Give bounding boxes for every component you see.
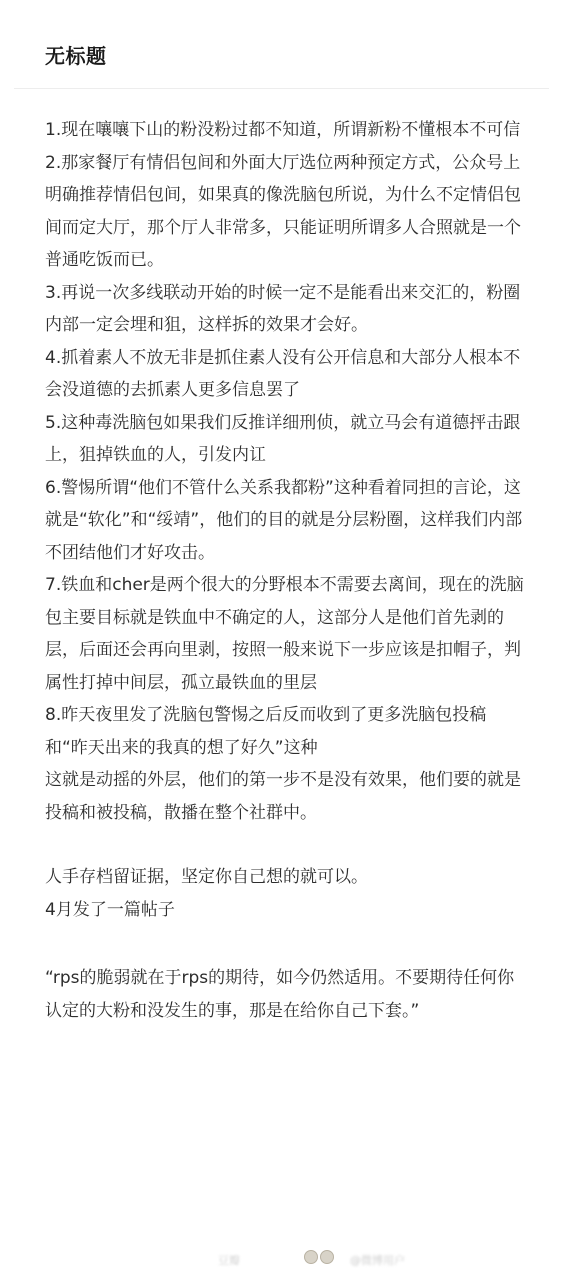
- closing-line-1: 人手存档留证据，坚定你自己想的就可以。: [45, 867, 368, 887]
- paragraph-7: 7.铁血和cher是两个很大的分野根本不需要去离间，现在的洗脑包主要目标就是铁血中不确定的人，这部分人是他们首先剥的层，后面还会再向里剥，按照一般来说下一步应该是扣帽子，判属性打掉中间层，孤立最铁血的里层: [45, 575, 524, 693]
- paragraph-1: 1.现在嚷嚷下山的粉没粉过都不知道，所谓新粉不懂根本不可信: [45, 120, 521, 140]
- spacer: [45, 829, 525, 861]
- emoji-icons: [304, 1250, 334, 1264]
- paragraph-3: 3.再说一次多线联动开始的时候一定不是能看出来交汇的，粉圈内部一定会埋和狙，这样拆的效果才会好。: [45, 282, 521, 335]
- spacer: [45, 926, 525, 962]
- emoji-icon: [304, 1250, 318, 1264]
- paragraph-2: 2.那家餐厅有情侣包间和外面大厅选位两种预定方式，公众号上明确推荐情侣包间，如果真的像洗脑包所说，为什么不定情侣包间而定大厅，那个厅人非常多，只能证明所谓多人合照就是一个普通吃饭而已。: [45, 152, 521, 270]
- page-title: 无标题: [45, 44, 107, 68]
- weibo-watermark: @微博用户: [350, 1254, 405, 1267]
- quoted-post: “rps的脆弱就在于rps的期待，如今仍然适用。不要期待任何你认定的大粉和没发生的事，那是在给你自己下套。”: [45, 968, 515, 1021]
- paragraph-6: 6.警惕所谓“他们不管什么关系我都粉”这种看着同担的言论，这就是“软化”和“绥靖”，他们的目的就是分层粉圈，这样我们内部不团结他们才好攻击。: [45, 477, 523, 563]
- paragraph-8: 8.昨天夜里发了洗脑包警惕之后反而收到了更多洗脑包投稿和“昨天出来的我真的想了好久”这种: [45, 705, 487, 758]
- closing-line-2: 4月发了一篇帖子: [45, 899, 175, 920]
- paragraph-4: 4.抓着素人不放无非是抓住素人没有公开信息和大部分人根本不会没道德的去抓素人更多信息罢了: [45, 347, 521, 400]
- emoji-icon: [320, 1250, 334, 1264]
- paragraph-5: 5.这种毒洗脑包如果我们反推详细刑侦，就立马会有道德抨击跟上，狙掉铁血的人，引发内讧: [45, 412, 521, 465]
- source-mark: 豆瓣: [218, 1254, 240, 1267]
- title-divider: [14, 88, 549, 89]
- paragraph-8-continued: 这就是动摇的外层，他们的第一步不是没有效果，他们要的就是投稿和被投稿，散播在整个社群中。: [45, 770, 521, 823]
- footer-watermark-bar: [0, 1248, 563, 1272]
- document-body: [45, 114, 525, 1027]
